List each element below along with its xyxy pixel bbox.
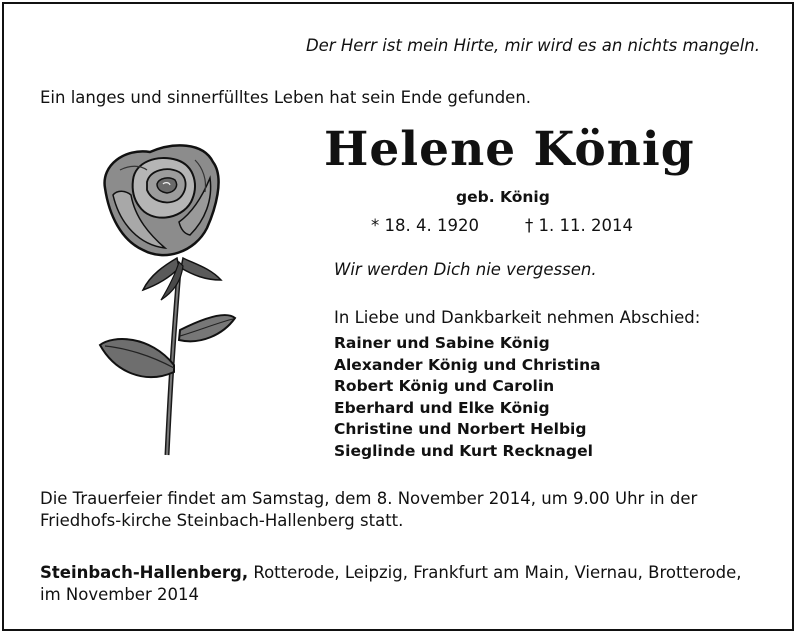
bible-verse: Der Herr ist mein Hirte, mir wird es an nichts mangeln. (305, 36, 760, 55)
mourner-item: Sieglinde und Kurt Recknagel (334, 441, 593, 460)
remembrance-line: Wir werden Dich nie vergessen. (334, 260, 597, 279)
closing-places-rest: Rotterode, Leipzig, Frankfurt am Main, Viernau, Brotterode, (248, 563, 742, 582)
mourners-list (334, 333, 601, 462)
ceremony-info: Die Trauerfeier findet am Samstag, dem 8. November 2014, um 9.00 Uhr in der Friedhofs-kirche Steinbach-Hallenberg statt. (40, 489, 698, 530)
mourner-item: Christine und Norbert Helbig (334, 420, 587, 438)
farewell-intro: In Liebe und Dankbarkeit nehmen Abschied: (334, 308, 701, 327)
closing-date: im November 2014 (40, 585, 199, 604)
closing-block (40, 562, 770, 606)
mourner-item: Robert König und Carolin (334, 377, 555, 395)
mourner-item: Rainer und Sabine König (334, 334, 550, 352)
mourner-item: Eberhard und Elke König (334, 398, 550, 417)
closing-places (40, 562, 770, 584)
death-date: † 1. 11. 2014 (525, 216, 633, 235)
birth-date: * 18. 4. 1920 (371, 216, 479, 235)
closing-place-main: Steinbach-Hallenberg, (40, 563, 249, 582)
birth-name: geb. König (456, 188, 550, 206)
mourner-item: Alexander König und Christina (334, 355, 601, 374)
rose-icon (95, 140, 245, 458)
deceased-name: Helene König (324, 122, 695, 177)
intro-text: Ein langes und sinnerfülltes Leben hat sein Ende gefunden. (40, 88, 532, 107)
